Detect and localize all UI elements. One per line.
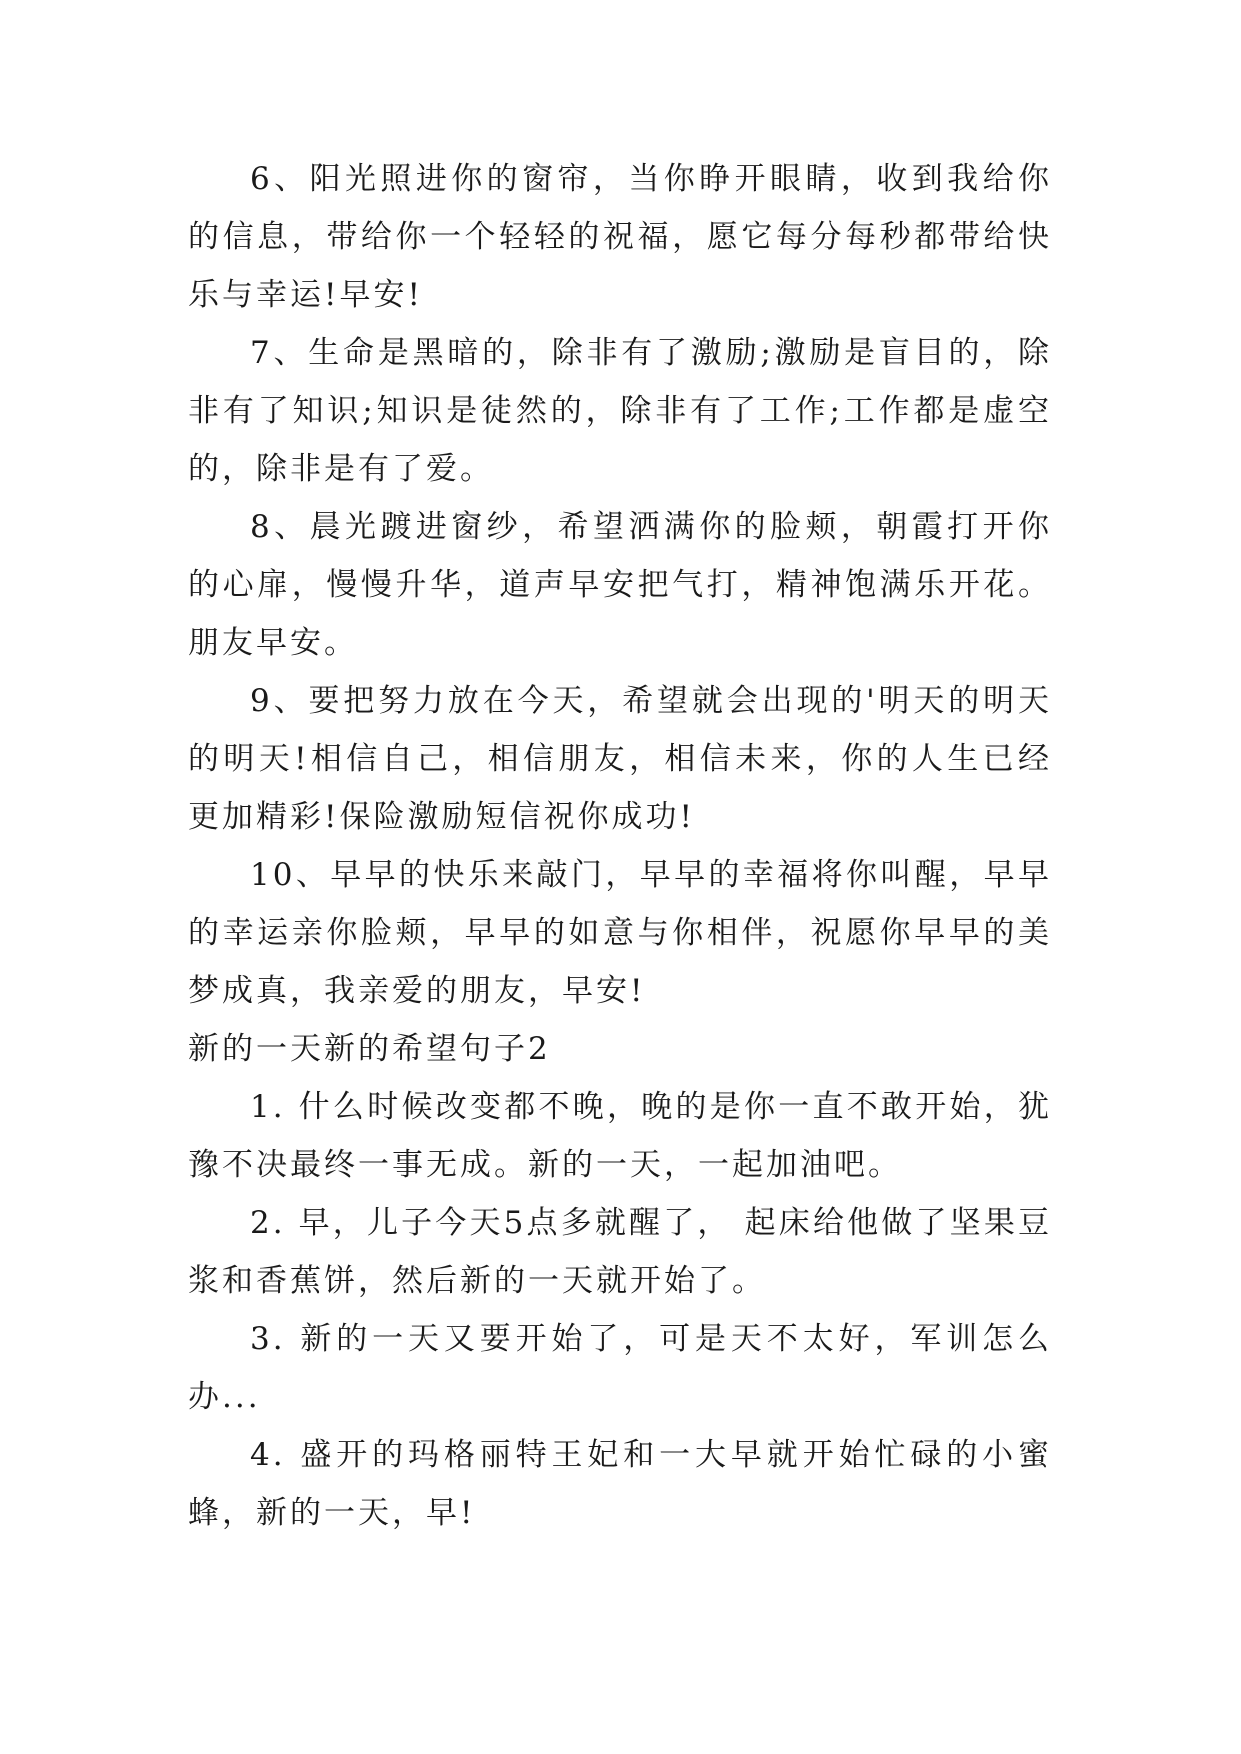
paragraph-9: 9、要把努力放在今天，希望就会出现的'明天的明天的明天!相信自己，相信朋友，相信未来，你的人生已经更加精彩!保险激励短信祝你成功! — [188, 683, 1052, 835]
section2-paragraph-1: 1. 什么时候改变都不晚，晚的是你一直不敢开始，犹豫不决最终一事无成。新的一天，一起加油吧。 — [188, 1089, 1052, 1183]
paragraph-7: 7、生命是黑暗的，除非有了激励;激励是盲目的，除非有了知识;知识是徒然的，除非有了工作;工作都是虚空的，除非是有了爱。 — [188, 335, 1052, 487]
section2-paragraph-3: 3. 新的一天又要开始了，可是天不太好，军训怎么办... — [188, 1321, 1052, 1415]
paragraph-8: 8、晨光踱进窗纱，希望洒满你的脸颊，朝霞打开你的心扉，慢慢升华，道声早安把气打，精神饱满乐开花。朋友早安。 — [188, 509, 1052, 661]
paragraph-6: 6、阳光照进你的窗帘，当你睁开眼睛，收到我给你的信息，带给你一个轻轻的祝福，愿它每分每秒都带给快乐与幸运!早安! — [188, 161, 1052, 313]
section-heading: 新的一天新的希望句子2 — [188, 1031, 551, 1067]
paragraph-10: 10、早早的快乐来敲门，早早的幸福将你叫醒，早早的幸运亲你脸颊，早早的如意与你相伴，祝愿你早早的美梦成真，我亲爱的朋友，早安! — [188, 857, 1052, 1009]
section2-paragraph-4: 4. 盛开的玛格丽特王妃和一大早就开始忙碌的小蜜蜂，新的一天，早! — [188, 1437, 1052, 1531]
document-body — [188, 150, 1052, 1542]
section2-paragraph-2: 2. 早，儿子今天5点多就醒了， 起床给他做了坚果豆浆和香蕉饼，然后新的一天就开始了。 — [188, 1205, 1052, 1299]
